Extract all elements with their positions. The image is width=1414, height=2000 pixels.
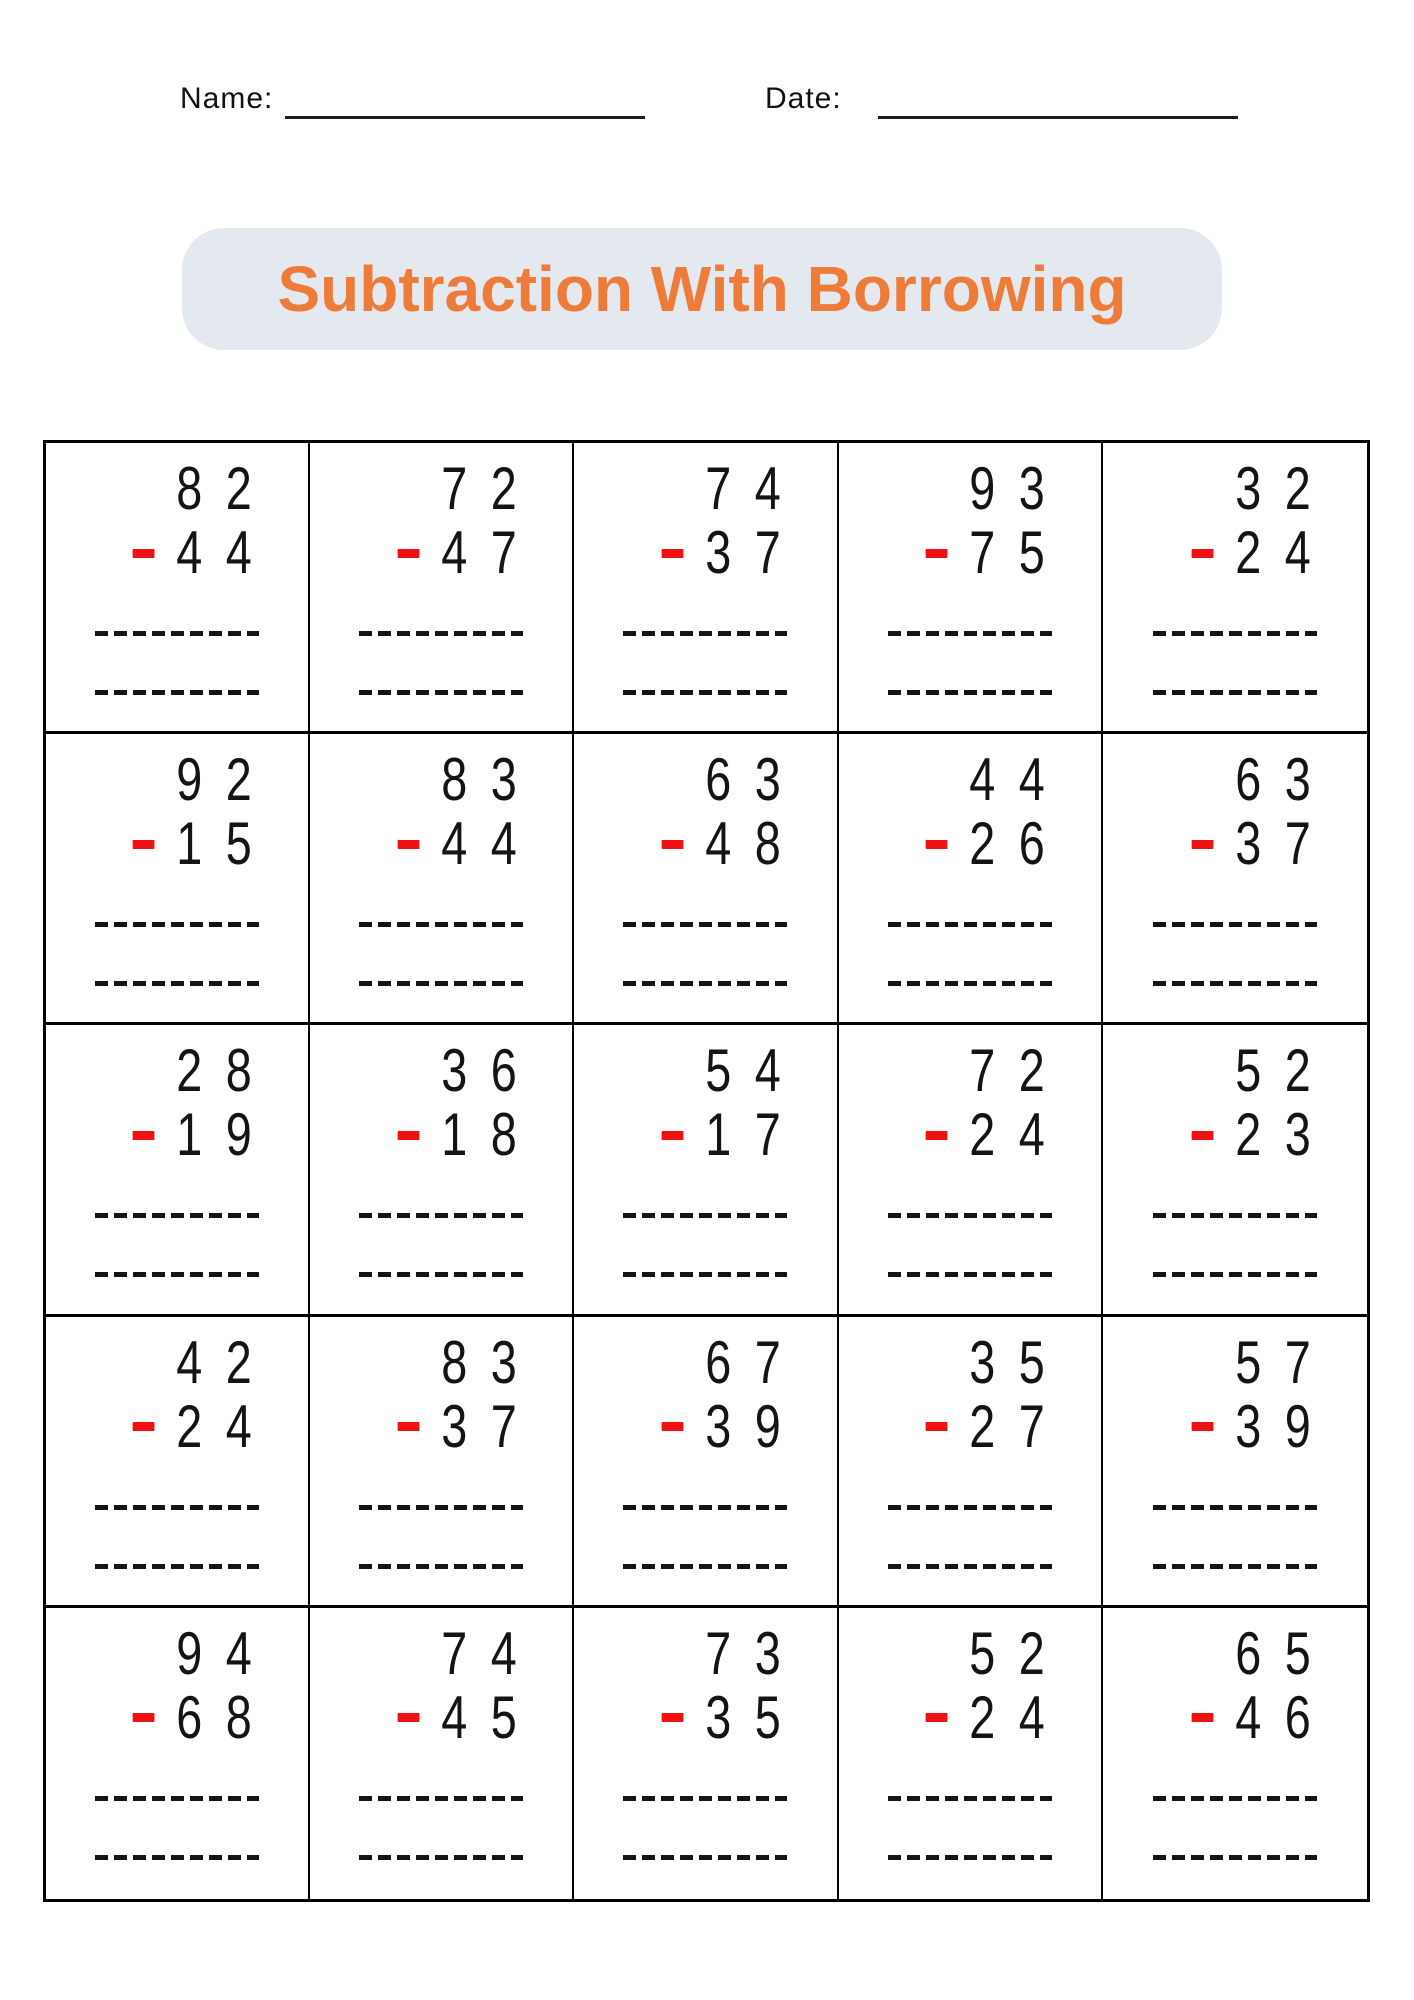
subtrahend-value: 35 [705, 1683, 804, 1751]
problem-numbers [661, 746, 804, 878]
problem-numbers [397, 1619, 540, 1751]
answer-line [359, 690, 523, 695]
minus-icon [1192, 840, 1214, 849]
answer-line [359, 1796, 523, 1801]
subtrahend-row [133, 519, 276, 586]
answer-line [95, 690, 259, 695]
answer-line [95, 1272, 259, 1277]
answer-line [1153, 922, 1317, 927]
answer-line [1153, 690, 1317, 695]
subtrahend-row [397, 1101, 540, 1169]
problem-numbers [133, 455, 276, 586]
problem-numbers [1192, 1037, 1335, 1169]
minuend-row [705, 1619, 804, 1687]
answer-line [888, 922, 1052, 927]
answer-line [623, 631, 787, 636]
answer-line [95, 981, 259, 986]
minus-icon [926, 840, 948, 849]
answer-line [888, 1213, 1052, 1218]
page-title: Subtraction With Borrowing [277, 253, 1127, 325]
minuend-value: 52 [969, 1619, 1069, 1687]
minus-icon [397, 1422, 419, 1431]
minus-icon [661, 1131, 683, 1140]
subtrahend-row [661, 810, 804, 878]
minus-icon [397, 549, 419, 558]
problem-cell [1103, 1317, 1367, 1608]
minuend-value: 65 [1235, 1619, 1335, 1687]
minus-icon [1192, 549, 1214, 558]
subtrahend-value: 46 [1235, 1683, 1335, 1751]
subtrahend-value: 48 [705, 810, 804, 878]
answer-line [888, 1855, 1052, 1860]
answer-line [888, 981, 1052, 986]
minuend-value: 83 [440, 1328, 540, 1396]
minus-icon [133, 1131, 155, 1140]
answer-line [888, 1564, 1052, 1569]
answer-line [95, 1855, 259, 1860]
subtrahend-value: 27 [969, 1392, 1069, 1460]
answer-line [1153, 1855, 1317, 1860]
minuend-row [176, 1619, 276, 1687]
answer-line [359, 1272, 523, 1277]
minuend-row [969, 1328, 1069, 1396]
subtrahend-row [661, 519, 804, 586]
subtrahend-row [133, 1392, 276, 1460]
answer-line [359, 1855, 523, 1860]
minuend-value: 72 [969, 1037, 1069, 1105]
minus-icon [661, 1422, 683, 1431]
answer-line [95, 1564, 259, 1569]
minuend-value: 93 [969, 455, 1069, 522]
answer-line [623, 1272, 787, 1277]
answer-line [1153, 1272, 1317, 1277]
problem-numbers [397, 746, 540, 878]
problem-numbers [926, 746, 1069, 878]
date-blank-line [878, 116, 1238, 119]
problem-cell [1103, 1608, 1367, 1899]
subtrahend-value: 17 [705, 1101, 804, 1169]
minuend-value: 42 [176, 1328, 276, 1396]
subtrahend-value: 39 [705, 1392, 804, 1460]
minus-icon [1192, 1131, 1214, 1140]
problem-numbers [1192, 746, 1335, 878]
subtrahend-value: 68 [176, 1683, 276, 1751]
subtrahend-value: 15 [176, 810, 276, 878]
minus-icon [661, 549, 683, 558]
problem-cell [1103, 734, 1367, 1025]
problem-cell [574, 734, 838, 1025]
problem-cell [310, 1608, 574, 1899]
answer-line [95, 1213, 259, 1218]
minuend-row [705, 1328, 804, 1396]
minuend-value: 74 [440, 1619, 540, 1687]
subtrahend-value: 19 [176, 1101, 276, 1169]
subtrahend-row [397, 810, 540, 878]
minus-icon [397, 1713, 419, 1722]
minuend-row [440, 1328, 540, 1396]
subtrahend-row [661, 1392, 804, 1460]
subtrahend-value: 44 [176, 519, 276, 586]
problem-cell [46, 443, 310, 734]
name-label: Name: [180, 82, 274, 115]
problem-numbers [133, 746, 276, 878]
minuend-row [440, 455, 540, 522]
problem-cell [574, 1025, 838, 1316]
problem-cell [46, 1317, 310, 1608]
problem-numbers [1192, 1328, 1335, 1460]
subtrahend-value: 37 [705, 519, 804, 586]
subtrahend-value: 39 [1235, 1392, 1335, 1460]
minuend-value: 32 [1235, 455, 1335, 522]
minus-icon [661, 840, 683, 849]
subtrahend-value: 24 [969, 1683, 1069, 1751]
answer-line [888, 1796, 1052, 1801]
answer-line [359, 631, 523, 636]
problem-cell [1103, 443, 1367, 734]
minuend-row [440, 1619, 540, 1687]
subtrahend-row [1192, 1101, 1335, 1169]
problem-numbers [133, 1037, 276, 1169]
subtrahend-value: 18 [440, 1101, 540, 1169]
minuend-row [176, 746, 276, 814]
subtrahend-value: 26 [969, 810, 1069, 878]
problem-cell [1103, 1025, 1367, 1316]
problem-numbers [926, 1037, 1069, 1169]
answer-line [359, 1564, 523, 1569]
minuend-value: 63 [705, 746, 804, 814]
problem-cell [839, 1608, 1103, 1899]
answer-line [1153, 1505, 1317, 1510]
subtrahend-row [1192, 1683, 1335, 1751]
minuend-row [176, 1328, 276, 1396]
answer-line [623, 1855, 787, 1860]
date-label: Date: [765, 82, 842, 115]
minuend-row [969, 455, 1069, 522]
subtrahend-row [1192, 519, 1335, 586]
problem-cell [310, 1317, 574, 1608]
problem-numbers [926, 1328, 1069, 1460]
subtrahend-value: 24 [176, 1392, 276, 1460]
minuend-value: 67 [705, 1328, 804, 1396]
problem-cell [839, 1025, 1103, 1316]
problem-cell [574, 443, 838, 734]
answer-line [359, 1505, 523, 1510]
minus-icon [397, 840, 419, 849]
problem-numbers [926, 1619, 1069, 1751]
minuend-value: 36 [440, 1037, 540, 1105]
minuend-row [969, 1619, 1069, 1687]
subtrahend-value: 47 [440, 519, 540, 586]
minuend-value: 83 [440, 746, 540, 814]
minuend-row [969, 746, 1069, 814]
minus-icon [661, 1713, 683, 1722]
subtrahend-row [926, 519, 1069, 586]
minuend-value: 92 [176, 746, 276, 814]
problem-numbers [926, 455, 1069, 586]
answer-line [888, 690, 1052, 695]
answer-line [623, 1213, 787, 1218]
subtrahend-value: 37 [440, 1392, 540, 1460]
answer-line [623, 1564, 787, 1569]
subtrahend-row [926, 810, 1069, 878]
answer-line [623, 922, 787, 927]
subtrahend-row [661, 1101, 804, 1169]
title-banner [182, 228, 1222, 350]
minuend-value: 82 [176, 455, 276, 522]
minus-icon [133, 840, 155, 849]
answer-line [359, 981, 523, 986]
answer-line [1153, 981, 1317, 986]
minuend-row [440, 746, 540, 814]
minuend-value: 73 [705, 1619, 804, 1687]
subtrahend-row [1192, 810, 1335, 878]
minuend-row [1235, 1328, 1335, 1396]
answer-line [95, 1505, 259, 1510]
subtrahend-row [661, 1683, 804, 1751]
problem-cell [46, 1608, 310, 1899]
problem-numbers [661, 1037, 804, 1169]
subtrahend-row [397, 1683, 540, 1751]
answer-line [1153, 631, 1317, 636]
minuend-row [1235, 455, 1335, 522]
subtrahend-row [397, 519, 540, 586]
problem-numbers [1192, 455, 1335, 586]
answer-line [1153, 1564, 1317, 1569]
answer-line [95, 922, 259, 927]
minuend-row [440, 1037, 540, 1105]
minuend-row [176, 455, 276, 522]
subtrahend-row [1192, 1392, 1335, 1460]
subtrahend-value: 23 [1235, 1101, 1335, 1169]
answer-line [95, 631, 259, 636]
problem-numbers [397, 1328, 540, 1460]
minuend-value: 44 [969, 746, 1069, 814]
subtrahend-row [133, 1683, 276, 1751]
problem-numbers [1192, 1619, 1335, 1751]
answer-line [359, 1213, 523, 1218]
minus-icon [926, 1713, 948, 1722]
subtrahend-value: 37 [1235, 810, 1335, 878]
problem-numbers [661, 1328, 804, 1460]
problems-grid [43, 440, 1370, 1902]
answer-line [623, 690, 787, 695]
minus-icon [926, 1131, 948, 1140]
minuend-row [1235, 746, 1335, 814]
answer-line [623, 981, 787, 986]
minus-icon [133, 549, 155, 558]
minuend-row [705, 455, 804, 522]
answer-line [888, 1505, 1052, 1510]
problem-numbers [133, 1328, 276, 1460]
minuend-row [1235, 1037, 1335, 1105]
minuend-value: 52 [1235, 1037, 1335, 1105]
subtrahend-row [926, 1683, 1069, 1751]
problem-cell [310, 734, 574, 1025]
answer-line [359, 922, 523, 927]
minuend-value: 57 [1235, 1328, 1335, 1396]
answer-line [888, 1272, 1052, 1277]
problem-numbers [661, 455, 804, 586]
answer-line [623, 1505, 787, 1510]
problem-cell [574, 1317, 838, 1608]
problem-cell [574, 1608, 838, 1899]
subtrahend-value: 45 [440, 1683, 540, 1751]
minus-icon [1192, 1713, 1214, 1722]
minuend-value: 74 [705, 455, 804, 522]
problem-cell [46, 734, 310, 1025]
problem-numbers [661, 1619, 804, 1751]
problem-numbers [133, 1619, 276, 1751]
minuend-value: 28 [176, 1037, 276, 1105]
subtrahend-row [133, 1101, 276, 1169]
problem-cell [839, 734, 1103, 1025]
subtrahend-row [133, 810, 276, 878]
minuend-value: 72 [440, 455, 540, 522]
subtrahend-row [397, 1392, 540, 1460]
subtrahend-value: 75 [969, 519, 1069, 586]
subtrahend-value: 24 [969, 1101, 1069, 1169]
answer-line [95, 1796, 259, 1801]
answer-line [888, 631, 1052, 636]
minus-icon [926, 1422, 948, 1431]
minuend-value: 63 [1235, 746, 1335, 814]
problem-cell [310, 443, 574, 734]
subtrahend-row [926, 1392, 1069, 1460]
problem-cell [46, 1025, 310, 1316]
minuend-row [705, 1037, 804, 1105]
name-blank-line [285, 116, 645, 119]
subtrahend-row [926, 1101, 1069, 1169]
problem-cell [310, 1025, 574, 1316]
minus-icon [1192, 1422, 1214, 1431]
minus-icon [397, 1131, 419, 1140]
minuend-value: 94 [176, 1619, 276, 1687]
minuend-row [176, 1037, 276, 1105]
answer-line [1153, 1213, 1317, 1218]
minus-icon [926, 549, 948, 558]
minus-icon [133, 1422, 155, 1431]
minus-icon [133, 1713, 155, 1722]
minuend-value: 54 [705, 1037, 804, 1105]
answer-line [623, 1796, 787, 1801]
problem-cell [839, 443, 1103, 734]
problem-numbers [397, 1037, 540, 1169]
subtrahend-value: 44 [440, 810, 540, 878]
minuend-row [1235, 1619, 1335, 1687]
subtrahend-value: 24 [1235, 519, 1335, 586]
problem-cell [839, 1317, 1103, 1608]
minuend-row [969, 1037, 1069, 1105]
minuend-value: 35 [969, 1328, 1069, 1396]
problem-numbers [397, 455, 540, 586]
answer-line [1153, 1796, 1317, 1801]
minuend-row [705, 746, 804, 814]
